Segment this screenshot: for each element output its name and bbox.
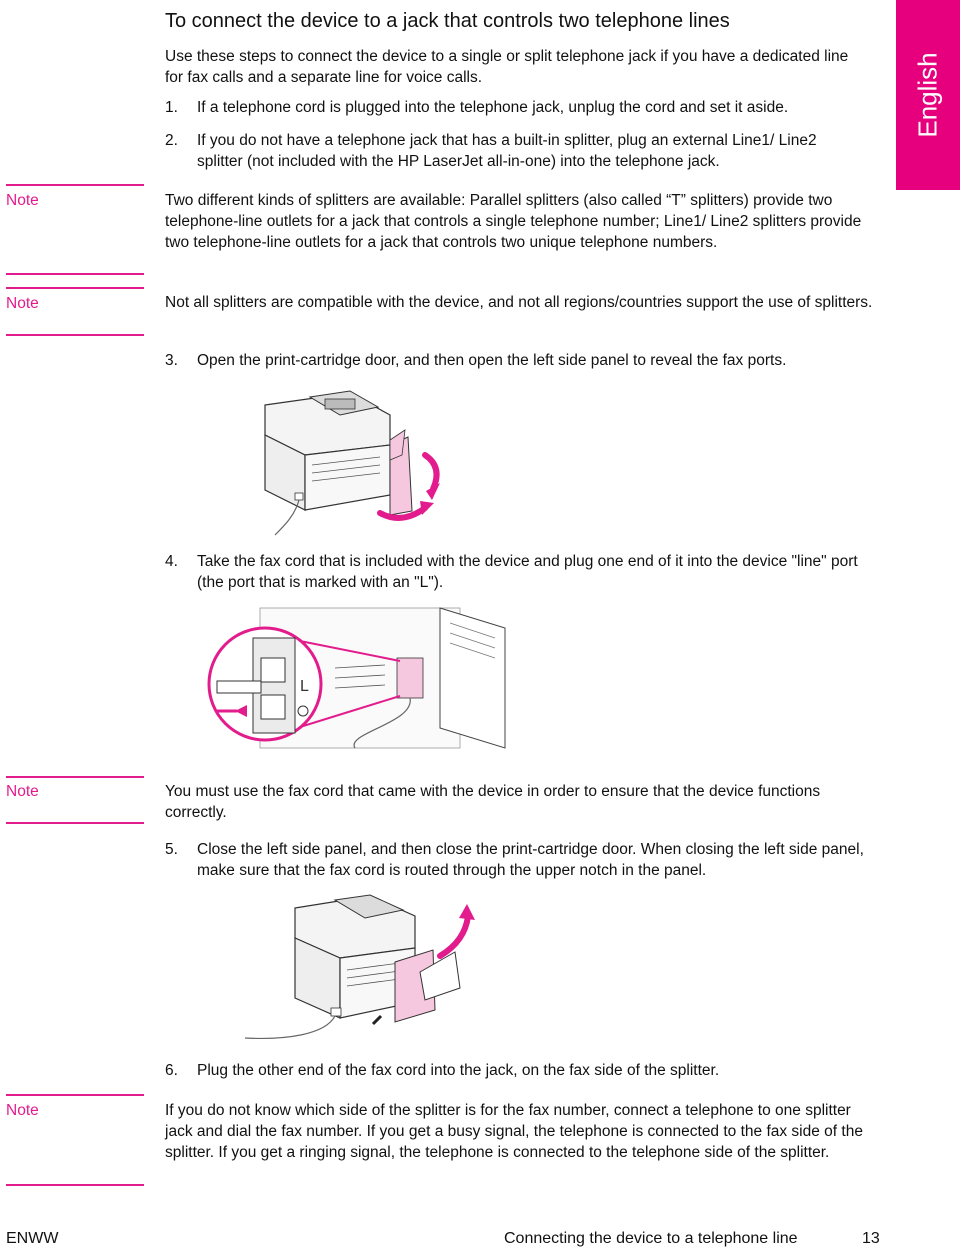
step-5 (165, 839, 875, 881)
step-number: 6. (165, 1062, 178, 1079)
step-1 (165, 97, 865, 118)
step-text: Close the left side panel, and then close the print-cartridge door. When closing the left side panel, make sure that the fax cord is routed through the upper notch in the panel. (197, 841, 864, 879)
step-text: Take the fax cord that is included with the device and plug one end of it into the device "line" port (the port that is marked with an "L"). (197, 553, 858, 591)
step-number: 5. (165, 841, 178, 858)
language-tab (896, 0, 960, 190)
note-text: You must use the fax cord that came with the device in order to ensure that the device functions correctly. (165, 783, 821, 821)
step-number: 1. (165, 99, 178, 116)
line-port-illustration (205, 603, 520, 758)
note-text: If you do not know which side of the splitter is for the fax number, connect a telephone to one splitter jack and dial the fax number. If you get a busy signal, the telephone is connected to the fax side of the splitter. If you get a ringing signal, the telephone is connected to the telephone side of the splitter. (165, 1102, 863, 1161)
note-rule-bottom (6, 1184, 144, 1186)
note-text: Not all splitters are compatible with the device, and not all regions/countries support the use of splitters. (165, 294, 873, 311)
step-text: Plug the other end of the fax cord into the jack, on the fax side of the splitter. (197, 1062, 720, 1079)
note-label: Note (6, 1102, 39, 1119)
step-4 (165, 551, 875, 593)
step-2 (165, 130, 865, 172)
note-rule-top (6, 776, 144, 778)
open-side-panel-illustration (250, 385, 460, 540)
footer-left: ENWW (6, 1230, 59, 1247)
step-text: If a telephone cord is plugged into the telephone jack, unplug the cord and set it aside. (197, 99, 789, 116)
note-rule-bottom (6, 822, 144, 824)
step-number: 3. (165, 352, 178, 369)
note-rule-bottom (6, 273, 144, 275)
language-tab-label: English (912, 52, 943, 138)
note-rule-top (6, 287, 144, 289)
note-label: Note (6, 192, 39, 209)
page-number: 13 (862, 1230, 880, 1247)
note-label: Note (6, 783, 39, 800)
close-side-panel-illustration (245, 890, 490, 1050)
note-rule-top (6, 184, 144, 186)
step-number: 2. (165, 132, 178, 149)
footer-section: Connecting the device to a telephone line (504, 1230, 798, 1247)
note-rule-top (6, 1094, 144, 1096)
note-rule-bottom (6, 334, 144, 336)
step-3 (165, 350, 875, 371)
step-6 (165, 1060, 875, 1081)
intro-paragraph: Use these steps to connect the device to a single or split telephone jack if you have a dedicated line for fax calls and a separate line for voice calls. (165, 48, 849, 86)
step-text: If you do not have a telephone jack that has a built-in splitter, plug an external Line1/ Line2 splitter (not included with the HP LaserJet all-in-one) into the telephone jack. (197, 132, 817, 170)
line-port-letter: L (300, 678, 309, 695)
page-title: To connect the device to a jack that controls two telephone lines (165, 10, 730, 32)
note-label: Note (6, 295, 39, 312)
step-number: 4. (165, 553, 178, 570)
note-text: Two different kinds of splitters are available: Parallel splitters (also called “T” splitters) provide two telephone-line outlets for a jack that controls a single telephone number; Line1/ Line2 splitters provide two telephone-line outlets for a jack that controls two unique telephone numbers. (165, 192, 862, 251)
step-text: Open the print-cartridge door, and then open the left side panel to reveal the fax ports. (197, 352, 787, 369)
